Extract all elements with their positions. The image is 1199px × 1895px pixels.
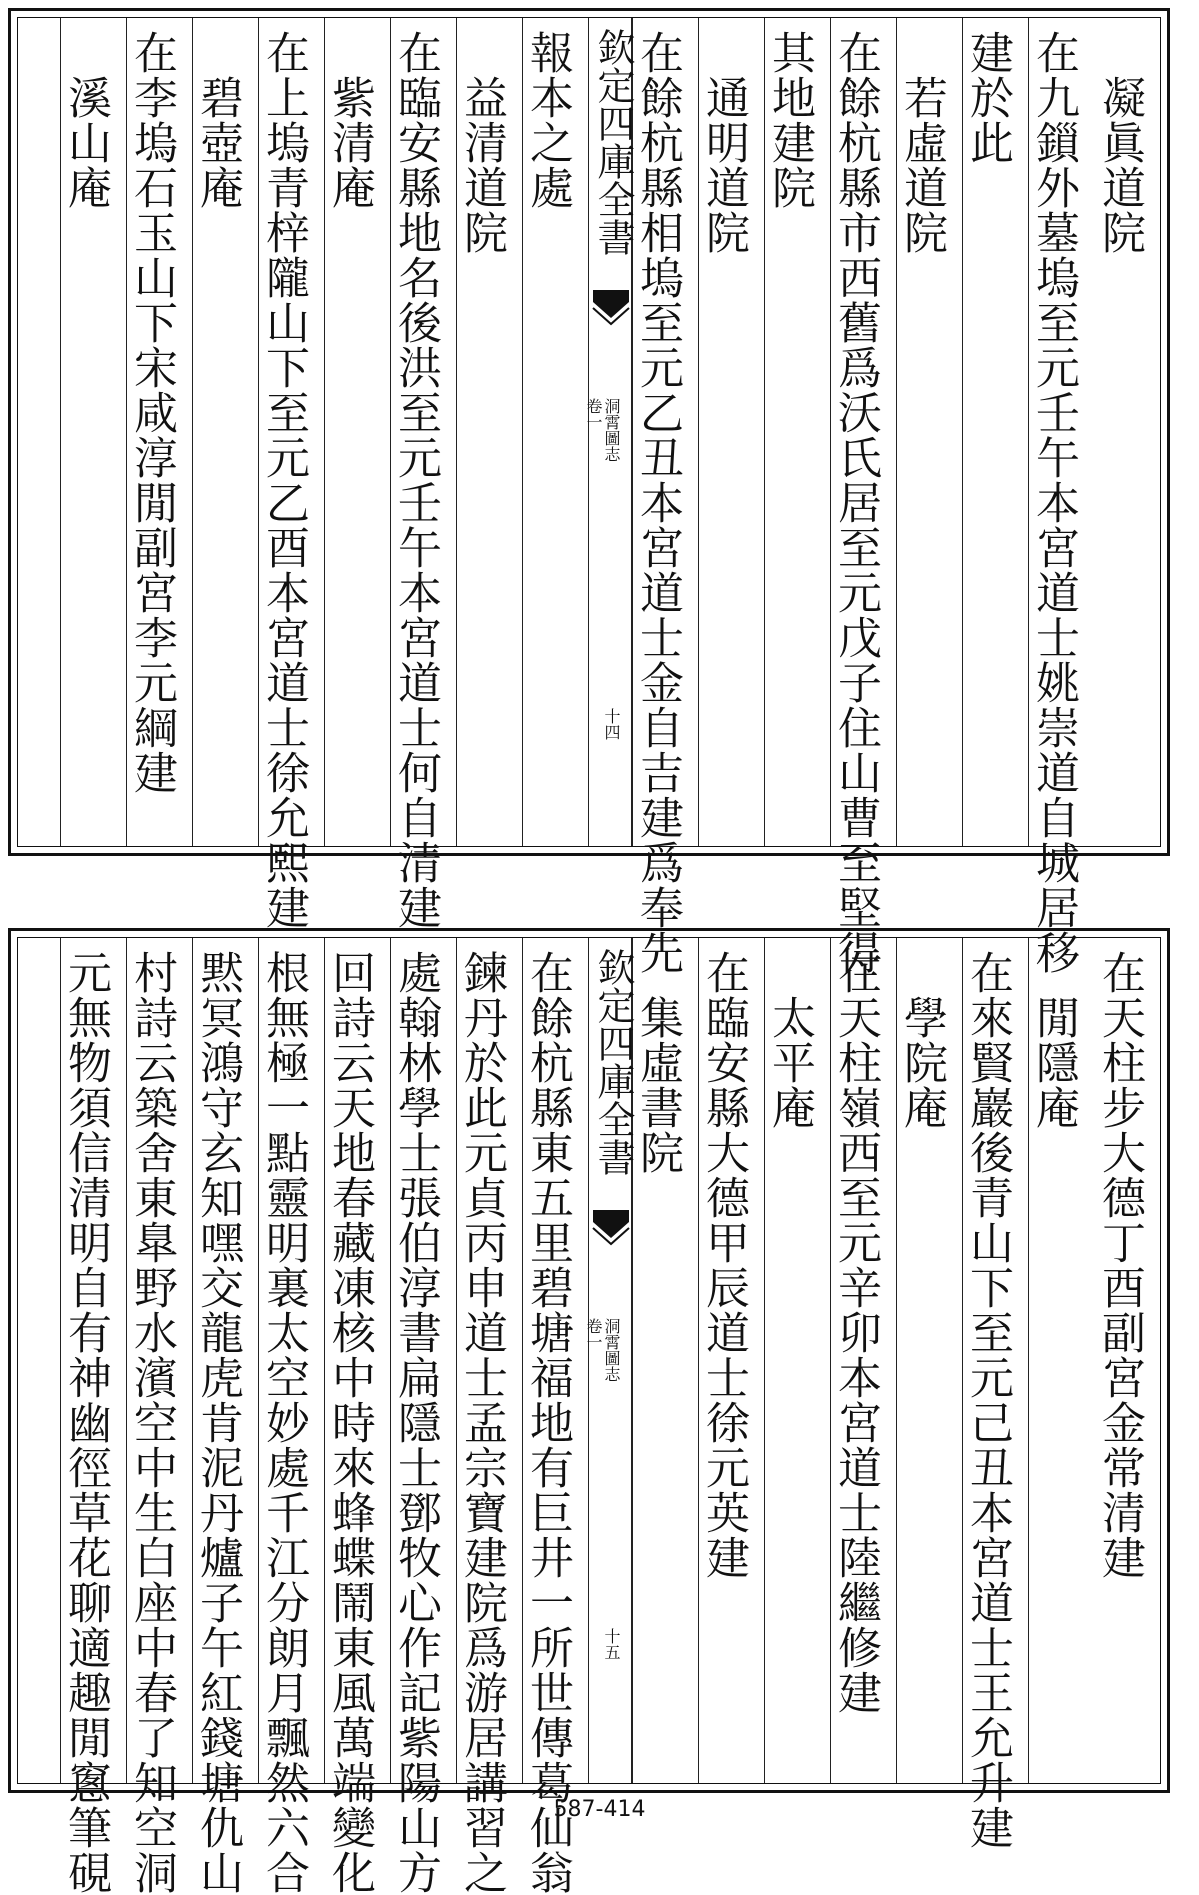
top-column-11-text: 在臨安縣地名後洪至元壬午本宮道士何自清建 bbox=[390, 30, 441, 930]
top-column-16-text: 溪山庵 bbox=[60, 30, 111, 210]
bottom-column-7-text: 在臨安縣大德甲辰道士徐元英建 bbox=[698, 950, 749, 1580]
top-page-frame bbox=[8, 8, 1170, 975]
bottom-column-13 bbox=[258, 938, 324, 1895]
bottom-column-1 bbox=[1094, 938, 1160, 1783]
bottom-column-6-text: 太平庵 bbox=[764, 950, 815, 1130]
bottom-column-3 bbox=[962, 938, 1028, 1850]
top-column-10 bbox=[456, 18, 522, 846]
top-column-16 bbox=[60, 18, 126, 846]
bottom-column-6 bbox=[764, 938, 830, 1783]
bottom-column-2 bbox=[1028, 938, 1094, 1783]
bottom-column-10 bbox=[456, 938, 522, 1895]
top-page-columns bbox=[17, 17, 1161, 975]
top-column-10-text: 益清道院 bbox=[456, 30, 507, 255]
top-gutter-volume: 卷一 bbox=[584, 398, 603, 430]
top-column-9-text: 報本之處 bbox=[522, 30, 573, 210]
top-column-15-text: 在李塢石玉山下宋咸淳閒副宮李元綱建 bbox=[126, 30, 177, 795]
top-column-7-text: 通明道院 bbox=[698, 30, 749, 255]
top-column-13 bbox=[258, 18, 324, 930]
bottom-column-9-text: 在餘杭縣東五里碧塘福地有巨井一所世傳葛仙翁 bbox=[522, 950, 573, 1895]
top-column-14-text: 碧壺庵 bbox=[192, 30, 243, 210]
top-gutter-book-title: 洞霄圖志 bbox=[602, 398, 621, 462]
bottom-column-11-text: 處翰林學士張伯淳書扁隱士鄧牧心作記紫陽山方 bbox=[390, 950, 441, 1895]
bottom-column-5-text: 在天柱嶺西至元辛卯本宮道士陸繼修建 bbox=[830, 950, 881, 1715]
bottom-column-1-text: 在天柱步大德丁酉副宮金常清建 bbox=[1094, 950, 1145, 1580]
bottom-column-14 bbox=[192, 938, 258, 1895]
top-column-2-text: 在九鎻外墓塢至元壬午本宮道士姚崇道自城居移 bbox=[1028, 30, 1079, 975]
top-column-4 bbox=[896, 18, 962, 846]
bottom-gutter-volume: 卷一 bbox=[584, 1318, 603, 1350]
bottom-column-10-text: 鍊丹於此元貞丙申道士孟宗寶建院爲游居講習之 bbox=[456, 950, 507, 1895]
top-fishtail-mark bbox=[591, 288, 631, 330]
top-column-6 bbox=[764, 18, 830, 846]
top-column-11 bbox=[390, 18, 456, 930]
top-column-3-text: 建於此 bbox=[962, 30, 1013, 165]
top-column-12-text: 紫清庵 bbox=[324, 30, 375, 210]
bottom-column-4 bbox=[896, 938, 962, 1783]
top-column-2 bbox=[1028, 18, 1094, 975]
top-column-1-text: 凝眞道院 bbox=[1094, 30, 1145, 255]
bottom-column-12 bbox=[324, 938, 390, 1895]
bottom-column-15-text: 村詩云築舍東臯野水濱空中生白座中春了知空洞 bbox=[126, 950, 177, 1895]
top-gutter-page-number: 十四 bbox=[602, 708, 621, 740]
top-column-3 bbox=[962, 18, 1028, 846]
bottom-column-3-text: 在來賢巖後青山下至元己丑本宮道士王允升建 bbox=[962, 950, 1013, 1850]
bottom-fishtail-mark bbox=[591, 1208, 631, 1250]
top-column-5-text: 在餘杭縣市西舊爲沃氏居至元戊子住山曹至堅得 bbox=[830, 30, 881, 975]
top-column-4-text: 若虛道院 bbox=[896, 30, 947, 255]
top-column-1 bbox=[1094, 18, 1160, 846]
top-column-8-text: 在餘杭縣相塢至元乙丑本宮道士金自吉建爲奉先 bbox=[632, 30, 683, 975]
bottom-column-15 bbox=[126, 938, 192, 1895]
bottom-column-4-text: 學院庵 bbox=[896, 950, 947, 1130]
bottom-center-gutter bbox=[584, 938, 635, 1783]
top-column-7 bbox=[698, 18, 764, 846]
top-column-8 bbox=[632, 18, 698, 975]
bottom-column-11 bbox=[390, 938, 456, 1895]
bottom-column-16 bbox=[60, 938, 126, 1895]
top-column-14 bbox=[192, 18, 258, 846]
bottom-column-16-text: 元無物須信清明自有神幽徑草花聊適趣閒窻筆硯 bbox=[60, 950, 111, 1895]
top-column-12 bbox=[324, 18, 390, 846]
top-column-6-text: 其地建院 bbox=[764, 30, 815, 210]
bottom-gutter-title: 欽定四庫全書 bbox=[591, 948, 635, 1176]
bottom-column-7 bbox=[698, 938, 764, 1783]
top-column-13-text: 在上塢青梓隴山下至元乙酉本宮道士徐允熙建 bbox=[258, 30, 309, 930]
bottom-column-9 bbox=[522, 938, 588, 1895]
top-column-5 bbox=[830, 18, 896, 975]
bottom-gutter-book-title: 洞霄圖志 bbox=[602, 1318, 621, 1382]
top-gutter-title: 欽定四庫全書 bbox=[591, 28, 635, 256]
top-column-15 bbox=[126, 18, 192, 846]
bottom-column-12-text: 回詩云天地春藏凍核中時來蜂蝶鬧東風萬端變化 bbox=[324, 950, 375, 1895]
bottom-column-13-text: 根無極一點靈明裏太空妙處千江分朗月飄然六合 bbox=[258, 950, 309, 1895]
bottom-column-14-text: 黙冥鴻守玄知嘿交龍虎肯泥丹爐子午紅錢塘仇山 bbox=[192, 950, 243, 1895]
bottom-gutter-page-number: 十五 bbox=[602, 1628, 621, 1660]
top-column-9 bbox=[522, 18, 588, 846]
bottom-column-5 bbox=[830, 938, 896, 1783]
bottom-column-8-text: 集虛書院 bbox=[632, 950, 683, 1175]
bottom-column-2-text: 閒隱庵 bbox=[1028, 950, 1079, 1130]
bottom-column-8 bbox=[632, 938, 698, 1783]
top-center-gutter bbox=[584, 18, 635, 846]
page-footer-number: 587-414 bbox=[553, 1797, 646, 1822]
